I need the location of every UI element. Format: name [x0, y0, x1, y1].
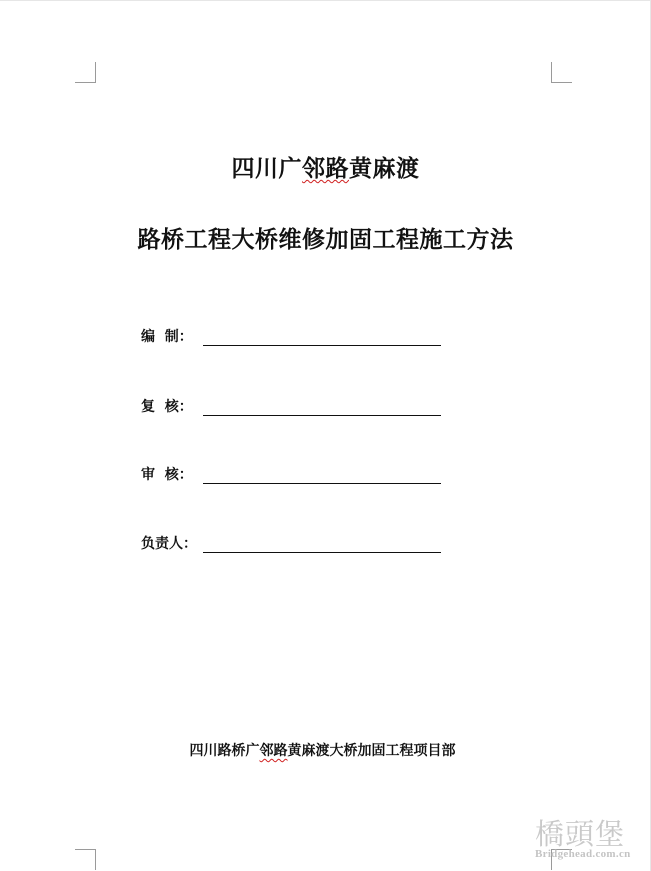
document-title-line2: 路桥工程大桥维修加固工程施工方法	[137, 226, 514, 253]
signature-line	[203, 345, 441, 346]
watermark-cn-text: 橋頭堡	[535, 817, 626, 851]
signoff-label: 编 制：	[141, 329, 193, 345]
crop-mark-top-left	[75, 62, 96, 83]
crop-mark-top-right	[551, 62, 572, 83]
signoff-field-responsible	[141, 529, 197, 553]
signature-line	[203, 552, 441, 553]
watermark-logo	[505, 812, 645, 864]
signoff-label: 负责人：	[141, 536, 197, 552]
footer-org-part3: 黄麻渡大桥加固工程项目部	[287, 743, 456, 759]
footer-org-spellchecked: 邻路	[259, 743, 288, 759]
signoff-field-reviewed	[141, 460, 193, 484]
signoff-field-compiled	[141, 322, 193, 346]
footer-org-part1: 四川路桥广	[189, 743, 260, 759]
watermark-en-text: Bridgehead.com.cn	[535, 848, 631, 860]
crop-mark-bottom-left	[75, 849, 96, 870]
signature-line	[203, 415, 441, 416]
title-line1-part1: 四川广	[231, 155, 302, 182]
signoff-label: 复 核：	[141, 399, 193, 415]
signoff-field-checked	[141, 392, 193, 416]
document-title-line1	[0, 150, 651, 183]
title-line1-part3: 黄麻渡	[349, 155, 420, 182]
footer-organization	[0, 740, 645, 760]
page-edge-top	[0, 0, 651, 1]
title-line1-spellchecked: 邻路	[302, 155, 349, 182]
signature-line	[203, 483, 441, 484]
signoff-label: 审 核：	[141, 467, 193, 483]
